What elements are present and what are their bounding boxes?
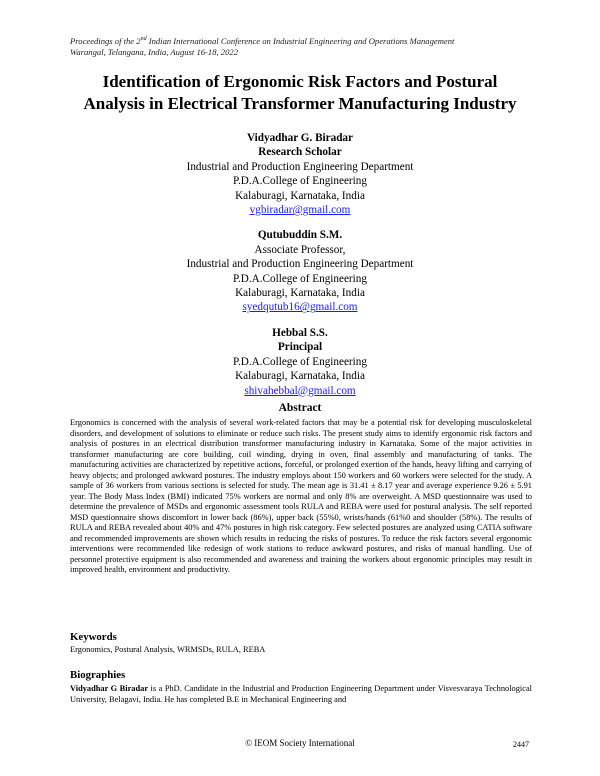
author-role: Associate Professor, bbox=[254, 243, 346, 256]
author-college: P.D.A.College of Engineering bbox=[233, 175, 367, 188]
copyright-footer: © IEOM Society International bbox=[245, 738, 355, 748]
abstract-heading: Abstract bbox=[278, 402, 322, 414]
author-name: Vidyadhar G. Biradar bbox=[247, 132, 353, 144]
author-email-link[interactable]: syedqutub16@gmail.com bbox=[242, 301, 358, 314]
header-line-1: Proceedings of the 2nd Indian International Conference on Industrial Engineering and Operations Management bbox=[70, 36, 455, 46]
author-location: Kalaburagi, Karnataka, India bbox=[235, 287, 365, 300]
author-block-3 bbox=[60, 326, 540, 398]
biography-body: is a PhD. Candidate in the Industrial and Production Engineering Department under Visvesvaraya Technological University, Belagavi, India. He has completed B.E in Mechanical Engineering and bbox=[70, 684, 532, 704]
author-role: Principal bbox=[277, 341, 323, 354]
page-number: 2447 bbox=[513, 740, 529, 749]
conference-header bbox=[70, 36, 540, 58]
author-location: Kalaburagi, Karnataka, India bbox=[235, 189, 365, 202]
abstract-text: Ergonomics is concerned with the analysis of several work-related factors that may be a potential risk for developing musculoskeletal disorders, and development of solutions to eliminate or reduce such risks. The present study aims to identify ergonomic risk factors and analysis of postures in an electrical distribution transformer manufacturing industry in Karnataka. Some of the major activities in transformer manufacturing are core building, coil winding, drying in oven, final assembly and manufacturing of tanks. The manufacturing activities are characterized by repetitive actions, forceful, or prolonged exertion of the hands, heavy lifting and carrying of heavy objects; and prolonged awkward postures. The industry employs about 150 workers and 60 workers were selected for the study. A sample of 36 workers from various sections is selected for study. The mean age is 31.41 ± 8.17 year and average experience 9.26 ± 5.91 year. The Body Mass Index (BMI) indicated 75% workers are normal and only 8% are overweight. A MSD questionnaire was used to determine the prevalence of MSDs and ergonomic assessment tools RULA and REBA were used for postural analysis. The self reported MSD questionnaire shows discomfort in lower back (86%), upper back (55%0, wrists/hands (61%0 and shoulder (58%). The results of RULA and REBA revealed about 40% and 47% postures in high risk category. Few selected postures are analyzed using CATIA software and recommended improvements are shown which results in reducing the risks of postures. To reduce the risk factors several ergonomic interventions were recommended like redesign of work stations to reduce awkward postures, and risks of manual handling. Use of personnel protective equipment is also recommended and awareness and training the workers about ergonomic principles may result in improved health, environment and productivity. bbox=[70, 418, 532, 574]
biography-text bbox=[70, 683, 532, 705]
author-role: Research Scholar bbox=[258, 146, 342, 159]
author-college: P.D.A.College of Engineering bbox=[233, 272, 367, 285]
paper-title: Identification of Ergonomic Risk Factors and Postural Analysis in Electrical Transformer Manufacturing Industry bbox=[83, 72, 517, 113]
keywords-heading: Keywords bbox=[70, 631, 117, 643]
header-line-2: Warangal, Telangana, India, August 16-18, 2022 bbox=[70, 47, 238, 57]
keywords-text: Ergonomics, Postural Analysis, WRMSDs, RULA, REBA bbox=[70, 645, 266, 654]
author-email-link[interactable]: shivahebbal@gmail.com bbox=[244, 384, 356, 397]
author-name: Hebbal S.S. bbox=[272, 326, 328, 339]
author-college: P.D.A.College of Engineering bbox=[233, 355, 367, 368]
biography-name: Vidyadhar G Biradar bbox=[70, 684, 149, 693]
author-department: Industrial and Production Engineering Department bbox=[186, 160, 414, 173]
author-name: Qutubuddin S.M. bbox=[257, 229, 343, 242]
author-location: Kalaburagi, Karnataka, India bbox=[235, 370, 365, 383]
author-department: Industrial and Production Engineering Department bbox=[186, 258, 414, 271]
biographies-heading: Biographies bbox=[70, 669, 126, 681]
author-email-link[interactable]: vgbiradar@gmail.com bbox=[249, 204, 351, 217]
author-block-2 bbox=[60, 228, 540, 314]
author-block-1 bbox=[60, 131, 540, 217]
author-list bbox=[60, 131, 540, 409]
